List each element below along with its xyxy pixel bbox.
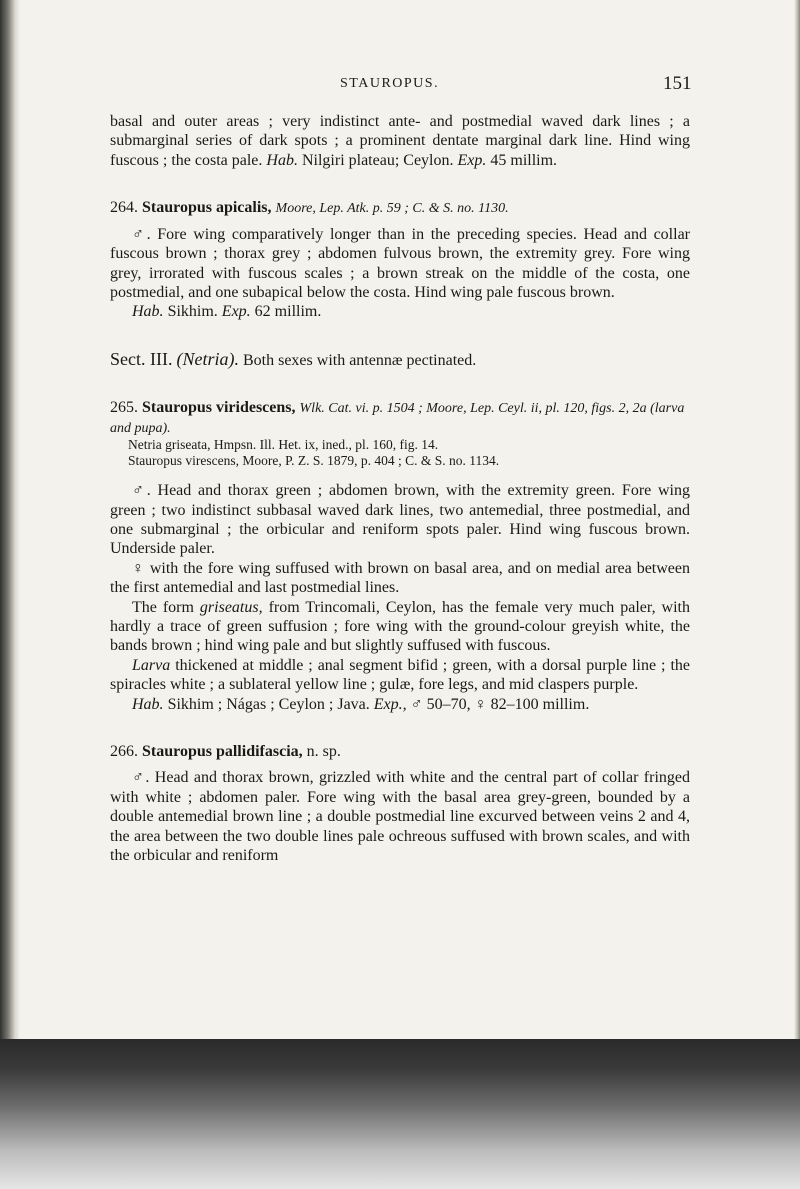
species-reference: Wlk. Cat. vi. p. 1504 ; Moore, Lep. Ceyl. ii, pl. 120, figs. 2, 2a (larva and pupa). [110, 401, 685, 436]
form-text: from Trincomali, Ceylon, has the female very much paler, with hardly a trace of green suffusion ; fore wing with the ground-colour greyish white, the bands brown ; hind wing pale and but slightly suffused with fuscous. [110, 598, 690, 655]
form-name: griseatus, [199, 598, 263, 616]
section-description: Both sexes with antennæ pectinated. [242, 351, 477, 369]
running-title: STAUROPUS. [340, 76, 440, 91]
species-265 [110, 398, 690, 714]
species-264 [110, 198, 690, 322]
habitat: Nilgiri plateau; Ceylon. [301, 151, 454, 169]
body-text [110, 112, 690, 865]
exp-label: Exp. [457, 151, 487, 169]
female-description: ♀ with the fore wing suffused with brown on basal area, and on medial area between the first antemedial and last postmedial lines. [110, 559, 690, 597]
expanse: 45 millim. [490, 151, 558, 169]
hab-label: Hab. [132, 303, 164, 321]
page-edge-shadow-right [794, 0, 800, 1189]
new-species-note: n. sp. [306, 743, 341, 761]
scan-bottom-shadow [0, 1039, 800, 1189]
species-number: 265. [110, 399, 138, 417]
exp-label: Exp. [221, 303, 251, 321]
expanse: ♂ 50–70, ♀ 82–100 millim. [410, 695, 590, 713]
species-266 [110, 742, 690, 865]
species-heading [110, 198, 690, 218]
larva-text: thickened at middle ; anal segment bifid ; green, with a dorsal purple line ; the spiracles white ; a sublateral yellow line ; gulæ, fore legs, and mid claspers purple. [110, 656, 691, 694]
exp-label: Exp., [373, 695, 407, 713]
species-number: 266. [110, 743, 138, 761]
book-spine-shadow-left [0, 0, 20, 1189]
species-habitat-line [110, 695, 690, 714]
section-heading [110, 350, 690, 370]
habitat: Sikhim ; Nágas ; Ceylon ; Java. [167, 695, 370, 713]
synonym-entry: Netria griseata, Hmpsn. Ill. Het. ix, ined., pl. 160, fig. 14. [128, 437, 439, 453]
species-name: Stauropus apicalis, [142, 199, 272, 217]
synonym-list [110, 437, 690, 469]
section-label: Sect. III. [110, 348, 173, 369]
synonym-entry: Stauropus virescens, Moore, P. Z. S. 1879, p. 404 ; C. & S. no. 1134. [128, 453, 500, 469]
species-heading [110, 398, 690, 437]
species-description: ♂. Head and thorax brown, grizzled with white and the central part of collar fringed with white ; abdomen paler. Fore wing with the basal area grey-green, bounded by a double antemedial brown line ; a double postmedial line excurved between veins 2 and 4, the area between the two double lines pale ochreous suffused with brown scales, and with the orbicular and reniform [110, 769, 690, 865]
expanse: 62 millim. [254, 303, 322, 321]
larva-label: Larva [132, 656, 171, 674]
species-description: ♂. Fore wing comparatively longer than in the preceding species. Head and collar fuscous brown ; thorax grey ; abdomen fulvous brown, the extremity grey. Fore wing grey, irrorated with fuscous scales ; a brown streak on the middle of the costa, one postmedial, and one subapical below the costa. Hind wing pale fuscous brown. [110, 225, 690, 301]
form-description [110, 598, 690, 656]
running-head [0, 73, 800, 96]
larva-description [110, 656, 690, 695]
habitat: Sikhim. [167, 303, 218, 321]
species-heading [110, 742, 690, 761]
page-number: 151 [663, 73, 692, 94]
species-name: Stauropus pallidifascia, [142, 743, 303, 761]
male-description: ♂. Head and thorax green ; abdomen brown, with the extremity green. Fore wing green ; two indistinct subbasal waved dark lines, two antemedial, three postmedial, and one submarginal ; the orbicular and reniform spots paler. Hind wing fuscous brown. Underside paler. [110, 482, 690, 558]
species-reference: Moore, Lep. Atk. p. 59 ; C. & S. no. 1130. [275, 201, 509, 217]
species-habitat-line [110, 302, 690, 321]
species-number: 264. [110, 199, 138, 217]
hab-label: Hab. [266, 151, 298, 169]
hab-label: Hab. [132, 695, 164, 713]
species-name: Stauropus viridescens, [142, 399, 296, 417]
continuation-paragraph [110, 112, 690, 170]
form-text-start: The form [132, 598, 194, 616]
continuation-text: basal and outer areas ; very indistinct ante- and postmedial waved dark lines ; a submarginal series of dark spots ; a prominent dentate marginal dark line. Hind wing fuscous ; the costa pale. [110, 113, 690, 169]
section-genus-name: (Netria). [176, 348, 239, 369]
